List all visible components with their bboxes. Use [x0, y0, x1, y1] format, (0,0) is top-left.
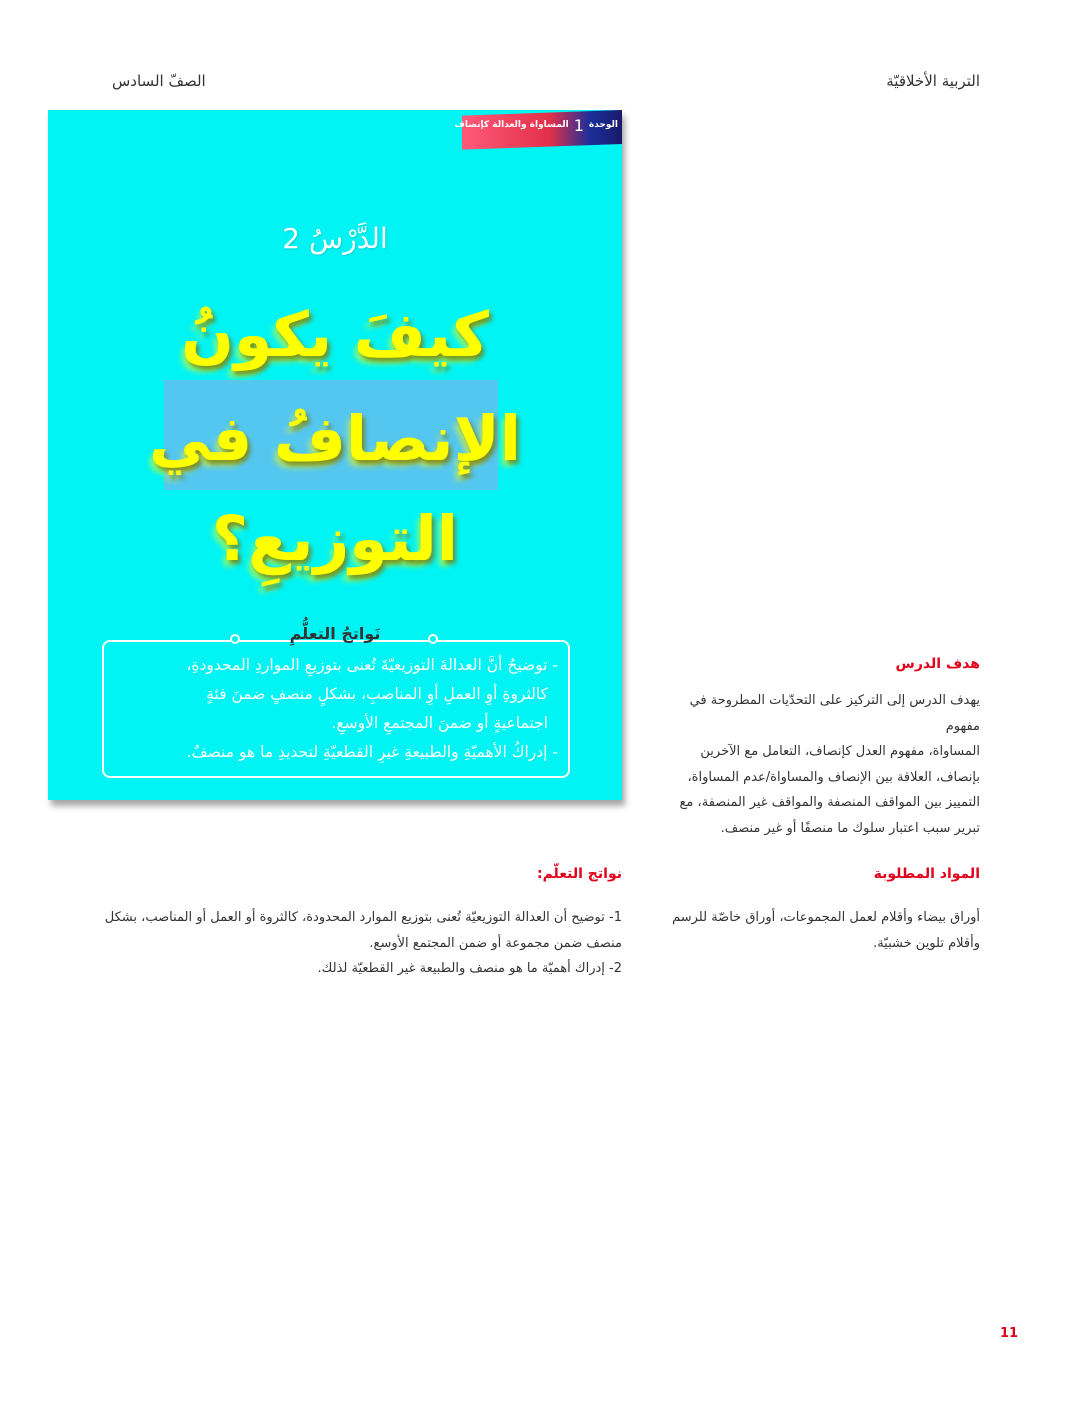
goal-line: التمييز بين المواقف المنصفة والمواقف غير المنصفة، مع	[679, 795, 980, 810]
subject-title: التربية الأخلاقيّة	[886, 72, 980, 90]
materials-heading: المواد المطلوبة	[873, 866, 980, 882]
goal-body	[660, 688, 980, 841]
goal-line: بإنصاف، العلاقة بين الإنصاف والمساواة/عدم المساواة،	[687, 769, 980, 785]
unit-title: المساواة والعدالة كإنصاف	[454, 120, 569, 130]
lesson-title-line: التوزيعِ؟	[211, 502, 458, 575]
card-outcomes-heading: نَواتجُ التعلُّمِ	[289, 624, 381, 643]
lesson-number: الدَّرْسُ 2	[282, 222, 388, 255]
outcomes-heading: نواتج التعلّم:	[536, 866, 622, 882]
page-number: 11	[1000, 1326, 1019, 1341]
lesson-card	[48, 110, 622, 800]
unit-tab	[454, 114, 618, 136]
grade-title: الصفّ السادس	[112, 72, 206, 90]
materials-line: أوراق بيضاء وأقلام لعمل المجموعات، أوراق خاصّة للرسم	[672, 910, 980, 925]
card-outcome-line: كالثروةِ أوِ العملِ أوِ المناصبِ، بشكلٍ منصفٍ ضمنَ فئةٍ	[206, 685, 548, 703]
outcomes-body	[102, 905, 622, 982]
card-outcome-line: اجتماعيةٍ أو ضمنَ المجتمعِ الأوسعِ.	[331, 714, 548, 732]
lesson-title-line: كيفَ يكونُ	[181, 298, 489, 371]
goal-heading: هدف الدرس	[895, 656, 980, 672]
materials-body	[660, 905, 980, 956]
lesson-title-line: الإنصافُ في	[149, 402, 521, 475]
outcome-line: 1- توضيح أن العدالة التوزيعيّة تُعنى بتوزيع الموارد المحدودة، كالثروة أو العمل أو المناصب، بشكل	[104, 910, 622, 925]
unit-number: 1	[573, 115, 584, 135]
goal-line: المساواة، مفهوم العدل كإنصاف، التعامل مع الآخرين	[700, 744, 980, 759]
outcome-line: 2- إدراك أهميّة ما هو منصف والطبيعة غير القطعيّة لذلك.	[317, 961, 622, 976]
goal-line: يهدف الدرس إلى التركيز على التحدّيات المطروحة في مفهوم	[689, 693, 980, 734]
card-outcome-line: - إدراكُ الأهميّةِ والطبيعةِ غيرِ القطعيّةِ لتحديدِ ما هو منصفٌ.	[186, 743, 558, 761]
materials-line: وأقلام تلوين خشبيّة.	[873, 935, 980, 951]
card-outcome-line: - توضيحُ أنَّ العدالةَ التوزيعيّةَ تُعنى بتوزيعِ المواردِ المحدودةِ،	[186, 656, 558, 674]
outcome-line: منصف ضمن مجموعة أو ضمن المجتمع الأوسع.	[369, 935, 622, 951]
goal-line: تبرير سبب اعتبار سلوك ما منصفًا أو غير منصف.	[720, 820, 980, 836]
unit-label: الوحدة	[588, 120, 618, 130]
